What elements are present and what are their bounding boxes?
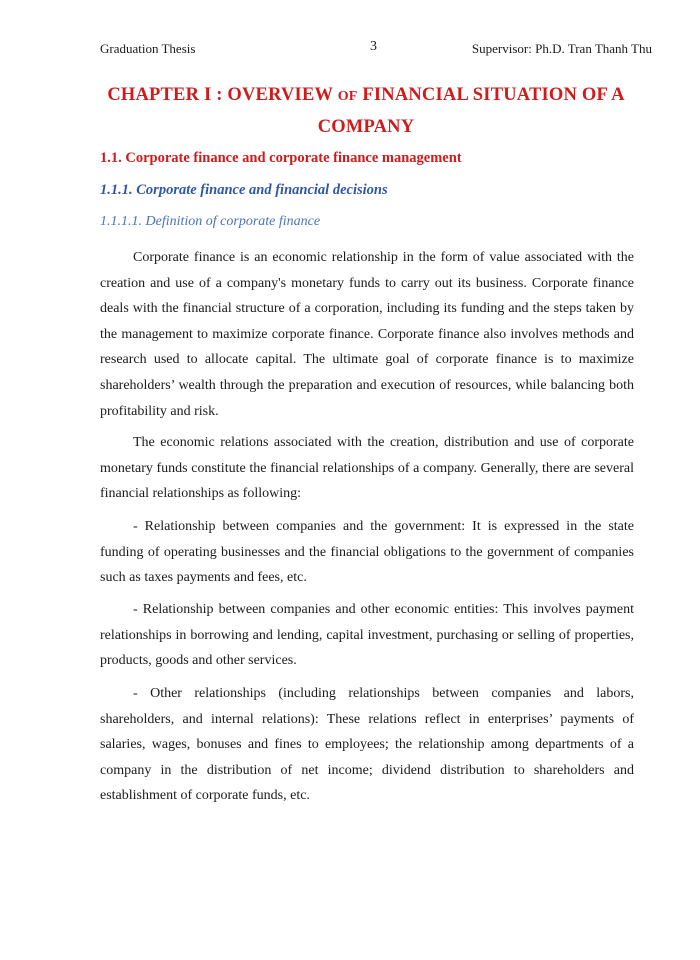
paragraph-economic-entities-relationship: - Relationship between companies and other economic entities: This involves payment relationships in borrowing and lending, capital investment, purchasing or selling of properties, products, goods and other services. [100,602,634,669]
page-header [100,41,652,61]
paragraph-government-relationship: - Relationship between companies and the government: It is expressed in the state funding of operating businesses and the financial obligations to the government of companies such as taxes payments and fees, etc. [100,519,634,586]
chapter-title-part2: FINANCIAL SITUATION OF A COMPANY [317,85,625,137]
header-supervisor: Supervisor: Ph.D. Tran Thanh Thu [471,41,652,56]
section-heading: 1.1. Corporate finance and corporate finance management [100,150,462,166]
chapter-title [60,80,672,142]
chapter-title-part1: CHAPTER I : OVERVIEW [107,85,338,105]
paragraph-definition: Corporate finance is an economic relationship in the form of value associated with the creation and use of a company's monetary funds to carry out its business. Corporate finance deals with the financial structure of a corporation, including its funding and the steps taken by the management to maximize corporate finance. Corporate finance also involves methods and research used to allocate capital. The ultimate goal of corporate finance is to maximize shareholders’ wealth through the preparation and execution of resources, while balancing both profitability and risk. [100,250,634,419]
subsection-heading: 1.1.1. Corporate finance and financial decisions [100,182,388,198]
header-page-number: 3 [370,39,377,54]
subsubsection-heading: 1.1.1.1. Definition of corporate finance [100,214,321,229]
paragraph-other-relationships: - Other relationships (including relationships between companies and labors, shareholders, and internal relations): These relations reflect in enterprises’ payments of salaries, wages, bonuses and fines to employees; the relationship among departments of a company in the distribution of net income; dividend distribution to shareholders and establishment of corporate funds, etc. [100,686,634,804]
header-thesis-label: Graduation Thesis [100,41,196,56]
paragraph-relationships-intro: The economic relations associated with the creation, distribution and use of corporate monetary funds constitute the financial relationships of a company. Generally, there are several financial relationships as following: [100,435,634,502]
chapter-title-of: OF [337,89,358,104]
